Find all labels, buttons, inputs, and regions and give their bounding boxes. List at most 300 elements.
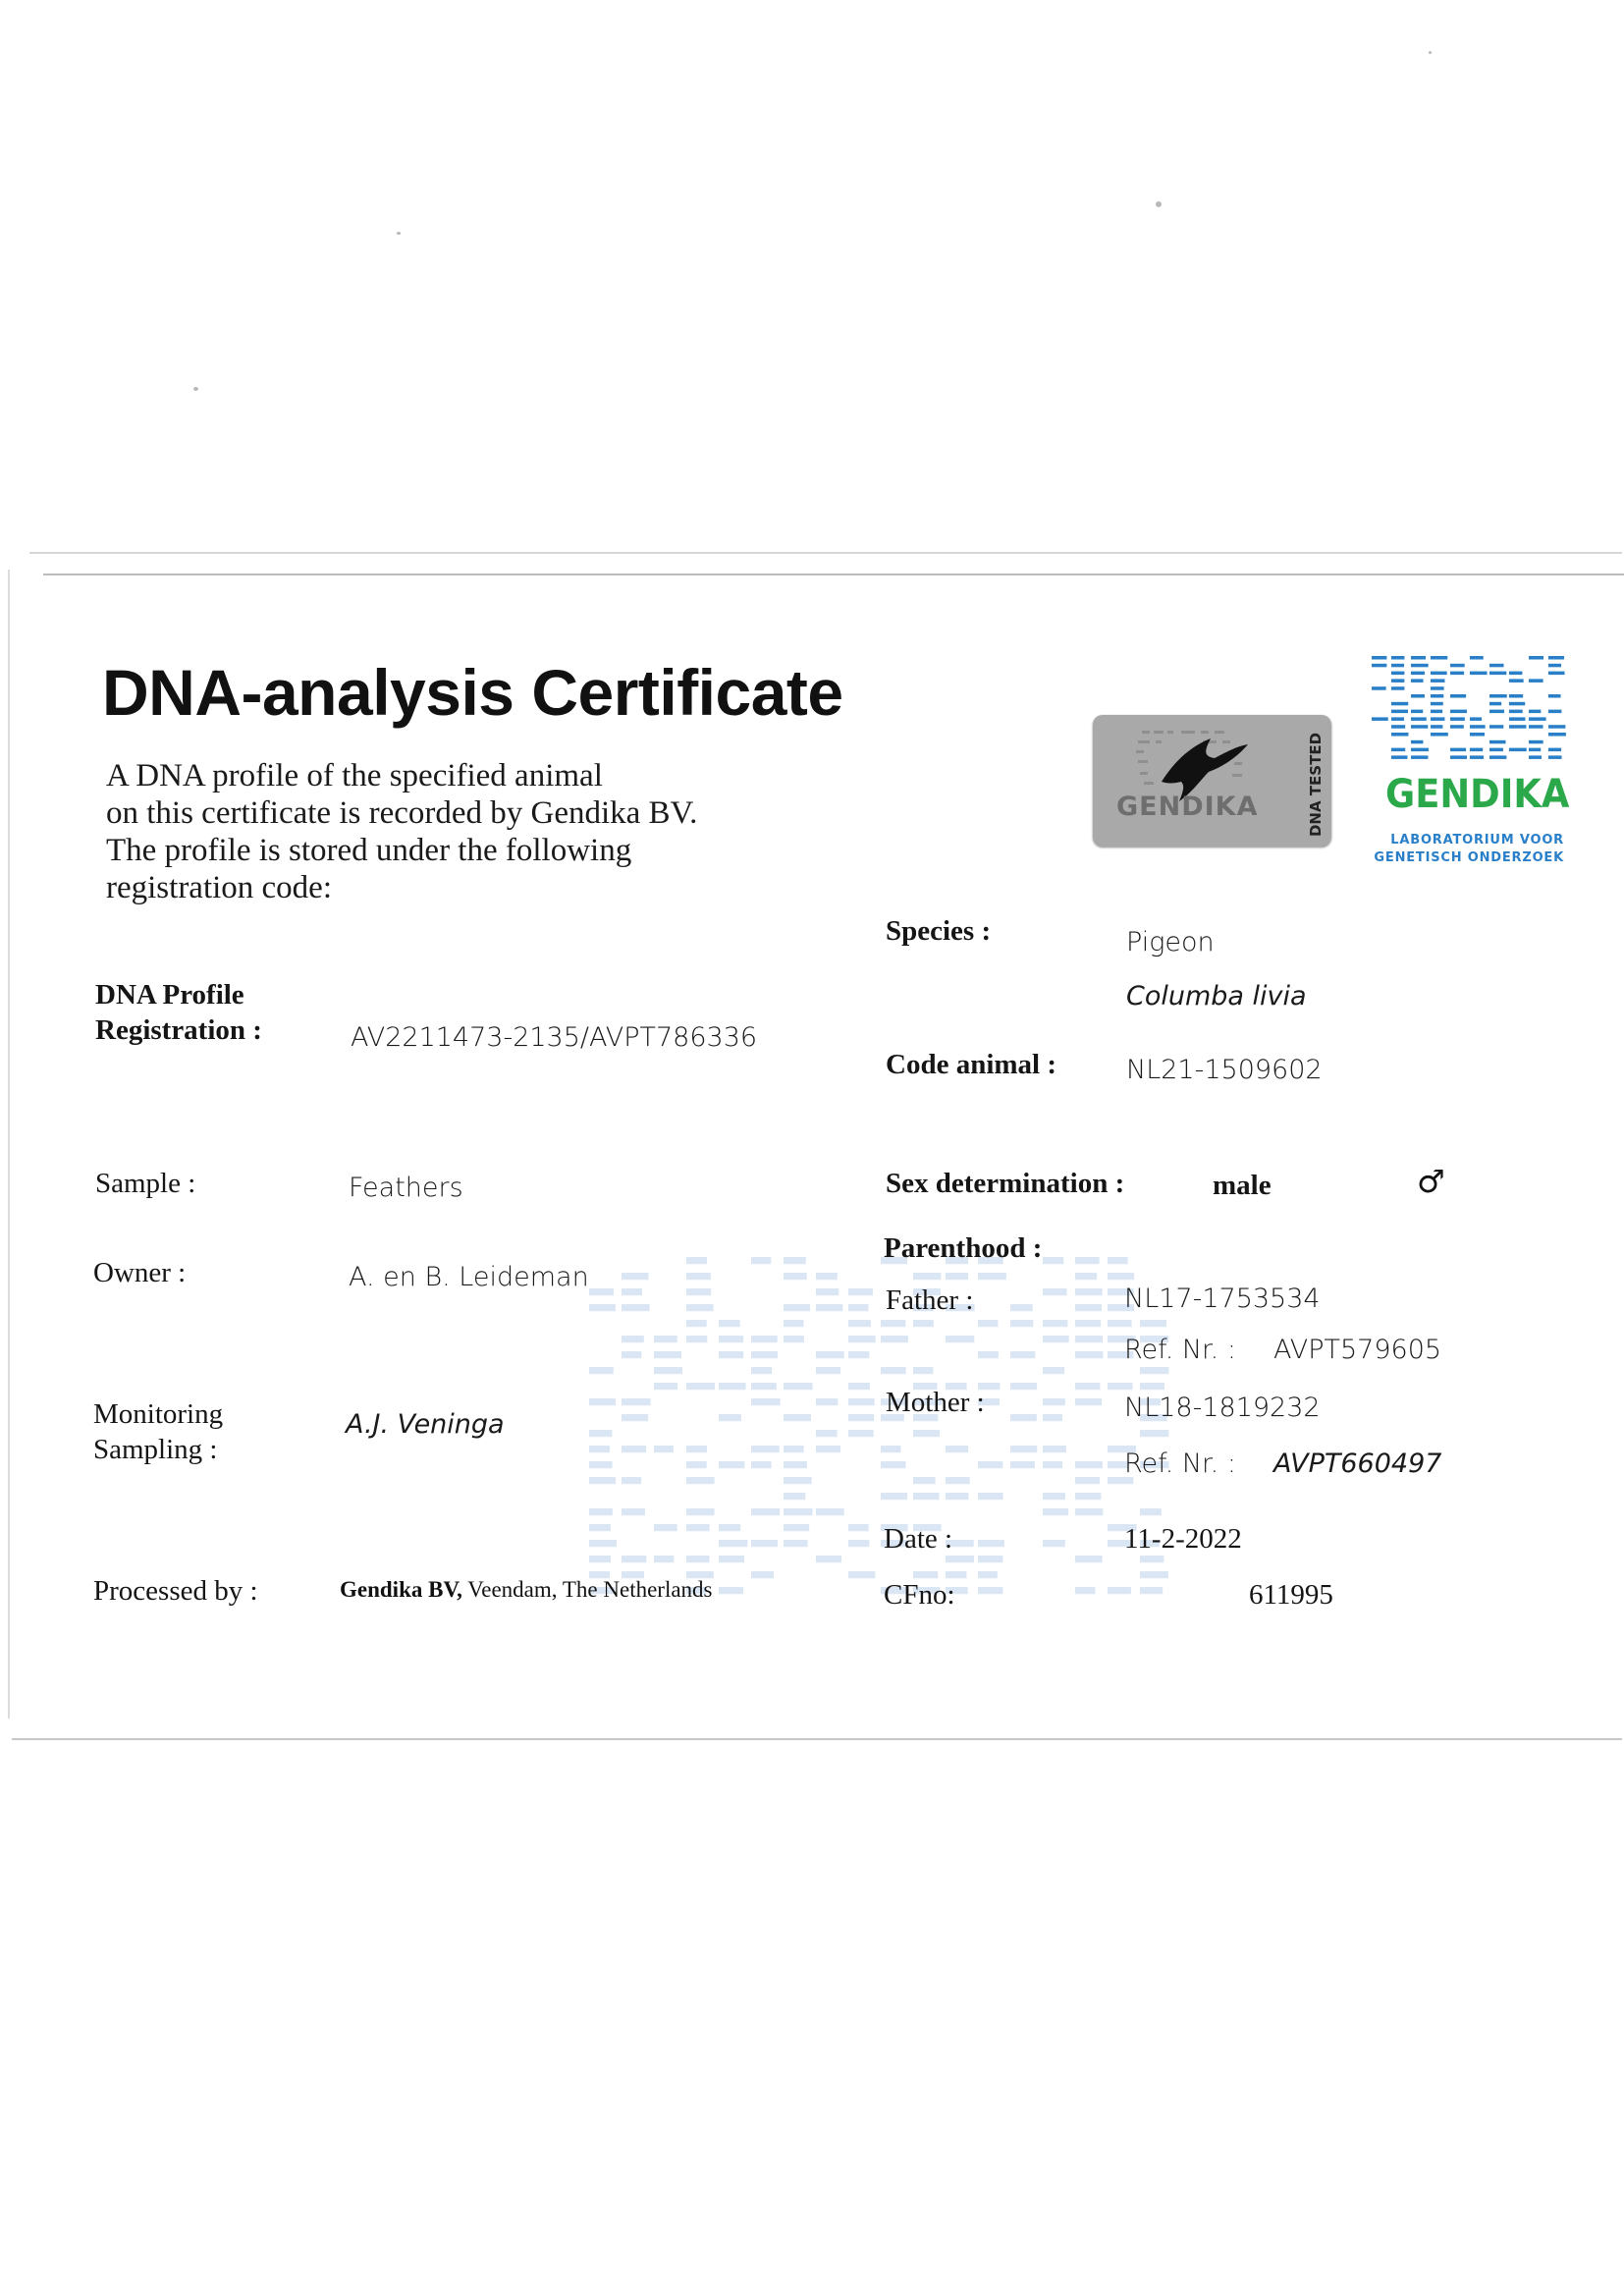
dash-mark xyxy=(1075,1288,1103,1295)
dash-mark xyxy=(686,1556,710,1562)
dash-mark xyxy=(589,1556,611,1562)
dash-mark xyxy=(1372,664,1386,668)
dash-mark xyxy=(1043,1398,1065,1405)
intro-text xyxy=(106,757,697,906)
species-common: Pigeon xyxy=(1126,927,1215,957)
dash-mark xyxy=(784,1336,804,1342)
dash-mark xyxy=(1108,1587,1131,1594)
logo-name: GENDIKA xyxy=(1385,772,1570,817)
dash-mark xyxy=(719,1320,740,1327)
dash-mark xyxy=(751,1398,781,1405)
dash-mark xyxy=(816,1351,844,1358)
owner-value: A. en B. Leideman xyxy=(349,1262,589,1292)
dash-mark xyxy=(881,1493,907,1500)
dash-mark xyxy=(1489,740,1506,744)
dash-mark xyxy=(1075,1461,1103,1468)
dash-mark xyxy=(1450,725,1464,729)
dash-mark xyxy=(1529,710,1541,714)
dash-mark xyxy=(1450,717,1465,721)
dash-mark xyxy=(1411,656,1426,660)
dash-mark xyxy=(622,1288,642,1295)
dash-mark xyxy=(751,1383,777,1390)
dash-mark xyxy=(848,1304,868,1311)
dash-mark xyxy=(881,1461,906,1468)
dash-mark xyxy=(848,1414,874,1421)
dash-mark xyxy=(654,1336,677,1342)
monitoring-label xyxy=(93,1396,223,1467)
dash-mark xyxy=(1411,740,1423,744)
dash-mark xyxy=(784,1493,805,1500)
date-value: 11-2-2022 xyxy=(1124,1523,1242,1555)
dash-mark xyxy=(1450,755,1467,759)
monitoring-label-line: Sampling : xyxy=(93,1434,218,1465)
dash-mark xyxy=(622,1304,650,1311)
dash-mark xyxy=(784,1461,807,1468)
processed-company: Gendika BV, xyxy=(340,1577,462,1602)
dash-mark xyxy=(654,1367,682,1374)
dash-mark xyxy=(816,1430,838,1437)
dash-mark xyxy=(1548,725,1565,729)
dash-mark xyxy=(946,1336,974,1342)
dash-mark xyxy=(784,1508,813,1515)
dash-mark xyxy=(848,1383,870,1390)
dash-mark xyxy=(1529,740,1543,744)
dash-mark xyxy=(751,1446,780,1452)
dash-mark xyxy=(978,1493,1003,1500)
code-animal-value: NL21-1509602 xyxy=(1126,1055,1323,1085)
dash-mark xyxy=(1075,1477,1100,1484)
registration-label-line: Registration : xyxy=(95,1014,262,1046)
dash-mark xyxy=(1391,748,1405,752)
dash-mark xyxy=(1043,1320,1067,1327)
dash-mark xyxy=(1140,1367,1168,1374)
dash-mark xyxy=(686,1304,714,1311)
dash-mark xyxy=(589,1446,610,1452)
dash-mark xyxy=(719,1540,747,1547)
dash-mark xyxy=(686,1320,707,1327)
dash-mark xyxy=(1509,694,1523,698)
dash-mark xyxy=(1075,1508,1103,1515)
dash-mark xyxy=(848,1336,876,1342)
dash-mark xyxy=(1489,664,1504,668)
dash-mark xyxy=(622,1273,649,1280)
dash-mark xyxy=(816,1367,840,1374)
dash-mark xyxy=(1075,1351,1103,1358)
monitoring-label-line: Monitoring xyxy=(93,1398,224,1430)
cfno-label: CFno: xyxy=(884,1579,955,1611)
dash-mark xyxy=(1043,1493,1065,1500)
dash-mark xyxy=(686,1257,707,1264)
dash-mark xyxy=(1010,1461,1035,1468)
dash-mark xyxy=(784,1477,812,1484)
dash-mark xyxy=(1411,679,1424,683)
page-title: DNA-analysis Certificate xyxy=(102,656,843,729)
dash-mark xyxy=(751,1571,774,1578)
dash-mark xyxy=(1548,748,1561,752)
dash-mark xyxy=(686,1288,711,1295)
logo-subtitle-2: GENETISCH ONDERZOEK xyxy=(1374,850,1564,865)
dash-mark xyxy=(1140,1508,1162,1515)
card-left-edge xyxy=(8,570,10,1719)
dash-mark xyxy=(1043,1367,1064,1374)
dash-mark xyxy=(1509,725,1526,729)
registration-value: AV2211473-2135/AVPT786336 xyxy=(351,1022,758,1053)
dash-mark xyxy=(816,1446,840,1452)
dash-mark xyxy=(848,1540,869,1547)
father-value: NL17-1753534 xyxy=(1124,1284,1321,1314)
dash-mark xyxy=(978,1320,998,1327)
dash-mark xyxy=(622,1556,646,1562)
dash-mark xyxy=(622,1446,646,1452)
dash-mark xyxy=(1411,672,1425,676)
cfno-value: 611995 xyxy=(1249,1579,1333,1611)
dash-mark xyxy=(784,1383,813,1390)
dash-mark xyxy=(1489,672,1506,676)
dash-mark xyxy=(751,1508,780,1515)
dash-mark xyxy=(1372,656,1386,660)
dash-mark xyxy=(751,1351,778,1358)
dash-mark xyxy=(848,1430,874,1437)
dash-mark xyxy=(1010,1304,1033,1311)
dash-mark xyxy=(978,1540,1004,1547)
dash-mark xyxy=(816,1273,838,1280)
dash-mark xyxy=(1108,1320,1132,1327)
dash-mark xyxy=(1450,710,1467,714)
dash-mark xyxy=(1391,679,1404,683)
dash-mark xyxy=(1391,710,1408,714)
dash-mark xyxy=(946,1273,968,1280)
dash-mark xyxy=(848,1571,875,1578)
processed-value xyxy=(340,1577,713,1603)
dash-mark xyxy=(1509,672,1522,676)
dash-mark xyxy=(1391,672,1404,676)
dash-mark xyxy=(686,1524,710,1531)
dash-mark xyxy=(589,1540,617,1547)
dash-mark xyxy=(1489,710,1504,714)
sex-value: male xyxy=(1213,1170,1272,1201)
dash-mark xyxy=(1043,1508,1068,1515)
dash-mark xyxy=(978,1587,1002,1594)
dash-mark xyxy=(719,1383,746,1390)
mother-value: NL18-1819232 xyxy=(1124,1393,1321,1423)
species-latin: Columba livia xyxy=(1126,981,1307,1011)
monitoring-value: A.J. Veninga xyxy=(346,1409,505,1440)
dash-mark xyxy=(719,1351,743,1358)
dash-mark xyxy=(946,1446,968,1452)
dash-mark xyxy=(589,1477,616,1484)
processed-label: Processed by : xyxy=(93,1575,258,1607)
dash-mark xyxy=(1075,1257,1100,1264)
dash-mark xyxy=(978,1556,1002,1562)
dash-mark xyxy=(784,1320,804,1327)
scan-speck xyxy=(397,232,401,235)
card-top-edge xyxy=(29,552,1622,554)
dash-mark xyxy=(686,1336,707,1342)
dash-mark xyxy=(719,1524,740,1531)
dash-mark xyxy=(1043,1257,1063,1264)
dash-mark xyxy=(654,1524,677,1531)
dash-mark xyxy=(1010,1446,1037,1452)
dash-mark xyxy=(1372,686,1386,690)
processed-location: Veendam, The Netherlands xyxy=(467,1577,713,1602)
dash-mark xyxy=(1075,1493,1101,1500)
dash-mark xyxy=(1470,748,1483,752)
dash-mark xyxy=(1431,672,1447,676)
dash-mark xyxy=(1043,1414,1062,1421)
dash-mark xyxy=(719,1587,743,1594)
dash-mark xyxy=(686,1446,707,1452)
dash-mark xyxy=(589,1304,616,1311)
sample-label: Sample : xyxy=(95,1168,196,1199)
dash-mark xyxy=(946,1556,974,1562)
dash-mark xyxy=(1411,694,1425,698)
dash-mark xyxy=(622,1477,641,1484)
intro-line: on this certificate is recorded by Gendika BV. xyxy=(106,795,698,831)
dash-mark xyxy=(1391,702,1408,706)
dash-mark xyxy=(816,1398,838,1405)
dash-mark xyxy=(1391,686,1404,690)
date-label: Date : xyxy=(884,1523,953,1555)
dash-mark xyxy=(881,1446,900,1452)
dash-mark xyxy=(1010,1351,1035,1358)
dash-mark xyxy=(913,1477,936,1484)
dash-mark xyxy=(589,1367,614,1374)
dash-mark xyxy=(1043,1446,1066,1452)
dash-mark xyxy=(1450,664,1465,668)
dash-mark xyxy=(1548,656,1564,660)
dash-mark xyxy=(1529,755,1542,759)
dash-mark xyxy=(978,1273,1006,1280)
gendika-logo xyxy=(1370,656,1576,872)
dash-mark xyxy=(784,1540,808,1547)
dash-mark xyxy=(1043,1288,1067,1295)
dash-mark xyxy=(1489,694,1507,698)
dash-mark xyxy=(1108,1273,1134,1280)
dash-mark xyxy=(1043,1540,1065,1547)
dash-mark xyxy=(978,1571,998,1578)
intro-line: The profile is stored under the following xyxy=(106,833,632,868)
dash-mark xyxy=(1470,733,1485,737)
dash-mark xyxy=(1140,1571,1168,1578)
dash-mark xyxy=(1140,1430,1168,1437)
dash-mark xyxy=(1509,717,1525,721)
dash-mark xyxy=(913,1493,940,1500)
dash-mark xyxy=(686,1273,711,1280)
dash-mark xyxy=(1489,755,1506,759)
dash-mark xyxy=(1548,733,1566,737)
dash-mark xyxy=(881,1320,905,1327)
dash-mark xyxy=(784,1414,811,1421)
dash-mark xyxy=(1529,748,1541,752)
dash-mark xyxy=(1431,694,1443,698)
dash-mark xyxy=(686,1477,715,1484)
dash-mark xyxy=(1529,656,1543,660)
dna-watermark xyxy=(589,1257,1178,1611)
intro-line: registration code: xyxy=(106,870,333,905)
dash-mark xyxy=(1548,710,1561,714)
dash-mark xyxy=(946,1477,970,1484)
dash-mark xyxy=(848,1524,869,1531)
dash-mark xyxy=(1411,748,1429,752)
dash-mark xyxy=(1489,702,1501,706)
seal-side-text: DNA TESTED xyxy=(1307,732,1326,838)
scan-speck xyxy=(193,387,198,391)
species-label: Species : xyxy=(886,915,992,947)
dash-mark xyxy=(848,1320,871,1327)
dash-mark xyxy=(1509,702,1525,706)
dash-mark xyxy=(1140,1383,1164,1390)
registration-label xyxy=(95,977,262,1048)
dash-mark xyxy=(1075,1587,1095,1594)
dash-mark xyxy=(622,1508,645,1515)
dash-mark xyxy=(913,1320,934,1327)
dash-mark xyxy=(1489,725,1503,729)
dash-mark xyxy=(784,1304,810,1311)
sex-label: Sex determination : xyxy=(886,1168,1125,1199)
dash-mark xyxy=(1470,725,1486,729)
dash-mark xyxy=(589,1398,616,1405)
dash-mark xyxy=(622,1351,641,1358)
dash-mark xyxy=(751,1336,778,1342)
dash-mark xyxy=(784,1446,804,1452)
dash-mark xyxy=(1010,1320,1033,1327)
card-bottom-edge xyxy=(12,1738,1622,1740)
dash-mark xyxy=(1470,717,1482,721)
dash-mark xyxy=(848,1351,869,1358)
dash-mark xyxy=(751,1257,771,1264)
parenthood-label: Parenthood : xyxy=(884,1232,1043,1264)
dash-mark xyxy=(816,1288,839,1295)
dash-mark xyxy=(1391,717,1404,721)
dash-mark xyxy=(686,1508,715,1515)
dash-mark xyxy=(589,1524,611,1531)
dash-mark xyxy=(1548,755,1562,759)
card-top-edge-inner xyxy=(43,574,1624,575)
scan-speck xyxy=(1429,51,1432,54)
dash-mark xyxy=(1548,672,1565,676)
dash-mark xyxy=(622,1336,644,1342)
dash-mark xyxy=(784,1524,809,1531)
seal-brand-text: GENDIKA xyxy=(1116,792,1259,822)
dash-mark xyxy=(1470,656,1484,660)
dash-mark xyxy=(1489,748,1503,752)
dash-mark xyxy=(1391,664,1404,668)
dash-mark xyxy=(1431,656,1447,660)
dash-mark xyxy=(1431,717,1444,721)
dash-mark xyxy=(654,1446,674,1452)
dash-mark xyxy=(1372,717,1388,721)
dash-mark xyxy=(881,1367,906,1374)
dash-mark xyxy=(1431,710,1442,714)
mother-ref-label: Ref. Nr. : xyxy=(1124,1449,1236,1479)
dash-mark xyxy=(881,1336,908,1342)
dash-mark xyxy=(1431,702,1443,706)
dash-mark xyxy=(1075,1304,1102,1311)
dash-mark xyxy=(1010,1414,1037,1421)
dash-mark xyxy=(751,1461,772,1468)
dash-mark xyxy=(1075,1336,1103,1342)
dash-mark xyxy=(1509,679,1524,683)
dash-mark xyxy=(1529,717,1546,721)
dash-mark xyxy=(654,1351,681,1358)
dash-mark xyxy=(1391,755,1407,759)
scan-speck xyxy=(1156,201,1162,207)
dash-mark xyxy=(1140,1320,1166,1327)
dash-mark xyxy=(1431,725,1442,729)
dash-mark xyxy=(784,1273,807,1280)
dash-mark xyxy=(848,1398,875,1405)
dash-mark xyxy=(1529,679,1543,683)
dash-mark xyxy=(913,1430,940,1437)
sample-value: Feathers xyxy=(349,1173,463,1203)
dash-mark xyxy=(784,1257,806,1264)
dash-mark xyxy=(1043,1461,1062,1468)
dash-mark xyxy=(913,1273,941,1280)
dash-mark xyxy=(622,1414,648,1421)
dash-mark xyxy=(1509,748,1527,752)
dash-mark xyxy=(848,1288,873,1295)
dash-mark xyxy=(816,1304,842,1311)
dash-mark xyxy=(589,1288,614,1295)
dash-mark xyxy=(1431,733,1448,737)
dash-mark xyxy=(1470,672,1488,676)
logo-subtitle-1: LABORATORIUM VOOR xyxy=(1390,833,1564,847)
father-ref-label: Ref. Nr. : xyxy=(1124,1335,1236,1365)
dash-mark xyxy=(1075,1556,1103,1562)
mother-ref-value: AVPT660497 xyxy=(1273,1449,1442,1479)
dash-mark xyxy=(1411,725,1428,729)
dash-mark xyxy=(589,1430,612,1437)
dash-mark xyxy=(1010,1383,1037,1390)
dash-mark xyxy=(719,1461,744,1468)
dash-mark xyxy=(719,1414,741,1421)
dash-mark xyxy=(1450,694,1466,698)
dash-mark xyxy=(946,1493,968,1500)
dash-mark xyxy=(719,1556,744,1562)
male-symbol-icon: ♂ xyxy=(1417,1163,1445,1200)
intro-line: A DNA profile of the specified animal xyxy=(106,758,603,793)
gendika-logo-icon xyxy=(1372,656,1568,764)
dash-mark xyxy=(1075,1320,1101,1327)
dash-mark xyxy=(654,1383,677,1390)
dash-mark xyxy=(751,1367,772,1374)
dash-mark xyxy=(1470,755,1484,759)
dash-mark xyxy=(1075,1383,1100,1390)
dash-mark xyxy=(1075,1273,1097,1280)
dash-mark xyxy=(751,1540,778,1547)
dash-mark xyxy=(654,1556,674,1562)
dash-mark xyxy=(1108,1383,1132,1390)
dash-mark xyxy=(1548,694,1561,698)
father-label: Father : xyxy=(886,1285,974,1316)
dash-mark xyxy=(1411,717,1427,721)
registration-label-line: DNA Profile xyxy=(95,979,244,1011)
dash-mark xyxy=(686,1383,715,1390)
dna-tested-seal xyxy=(1093,715,1331,847)
dash-mark xyxy=(719,1336,743,1342)
dash-mark xyxy=(816,1508,844,1515)
dash-mark xyxy=(1529,725,1543,729)
dash-mark xyxy=(1411,755,1428,759)
dash-mark xyxy=(589,1508,613,1515)
dash-mark xyxy=(978,1461,1002,1468)
dash-mark xyxy=(1391,733,1408,737)
dash-mark xyxy=(1411,664,1429,668)
dash-mark xyxy=(622,1398,651,1405)
dash-mark xyxy=(686,1461,707,1468)
mother-label: Mother : xyxy=(886,1387,985,1418)
father-ref-value: AVPT579605 xyxy=(1273,1335,1442,1365)
